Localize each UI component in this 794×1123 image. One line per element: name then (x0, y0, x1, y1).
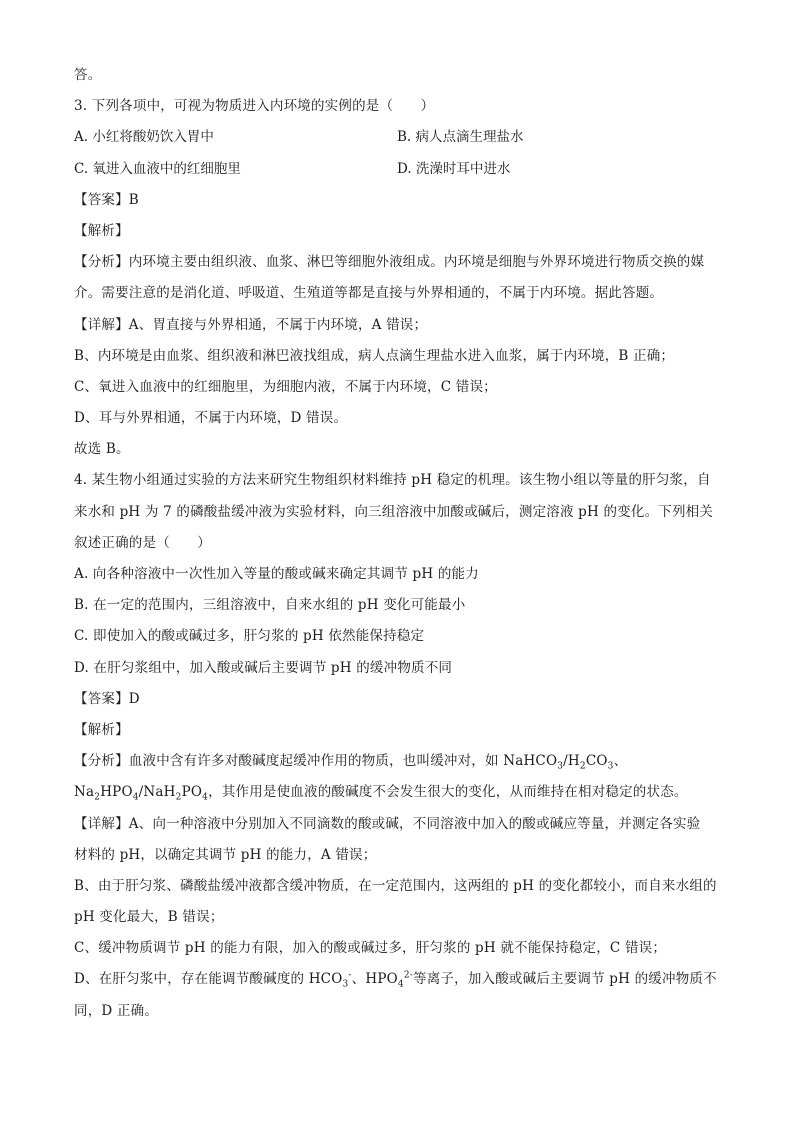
q4-fenxi-line-1 (74, 746, 724, 777)
q3-detail-line-4: D、耳与外界相通，不属于内环境，D 错误。 (74, 410, 348, 427)
q3-fenxi-line-2: 介。需要注意的是消化道、呼吸道、生殖道等都是直接与外界相通的，不属于内环境。据此答题。 (74, 285, 664, 302)
q4-fenxi-text-2: /H (563, 753, 580, 770)
q4-detail-line-4: pH 变化最大，B 错误； (74, 909, 224, 926)
q4-option-a: A. 向各种溶液中一次性加入等量的酸或碱来确定其调节 pH 的能力 (74, 566, 479, 582)
q3-detail-line-3: C、氧进入血液中的红细胞里，为细胞内液，不属于内环境，C 错误； (74, 378, 497, 395)
q4-fenxi-text-6: HPO (100, 784, 133, 801)
q3-detail-line-2: B、内环境是由血浆、组织液和淋巴液找组成，病人点滴生理盐水进入血浆，属于内环境，B 正确； (74, 347, 675, 364)
q4-option-c: C. 即使加入的酸或碱过多，肝匀浆的 pH 依然能保持稳定 (74, 628, 425, 645)
q4-fenxi-text-9: ，其作用是使血液的酸碱度不会发生很大的变化，从而维持在相对稳定的状态。 (208, 784, 688, 801)
q4-detail-line-3: B、由于肝匀浆、磷酸盐缓冲液都含缓冲物质，在一定范围内，这两组的 pH 的变化都较小，而自来水组的 (74, 877, 717, 894)
subscript: 4 (132, 793, 139, 803)
q3-conclusion: 故选 B。 (74, 441, 130, 458)
q3-analysis-head: 【解析】 (74, 222, 129, 239)
q4-detail-line-1: 【详解】A、向一种溶液中分别加入不同滴数的酸或碱，不同溶液中加入的酸或碱应等量，并测定各实验 (74, 815, 701, 832)
q4-option-d: D. 在肝匀浆组中，加入酸或碱后主要调节 pH 的缓冲物质不同 (74, 659, 453, 676)
q4-fenxi-text-1: 【分析】血液中含有许多对酸碱度起缓冲作用的物质，也叫缓冲对，如 NaHCO (74, 753, 558, 770)
superscript: 2- (403, 970, 414, 981)
q4-fenxi-text-3: CO (585, 753, 608, 770)
q4-stem-line-2: 来水和 pH 为 7 的磷酸盐缓冲液为实验材料，向三组溶液中加酸或碱后，测定溶液 pH 的变化。下列相关 (74, 503, 714, 520)
subscript: 3 (557, 761, 564, 772)
q4-detail-text-1: D、在肝匀浆中，存在能调节酸碱度的 HCO (74, 971, 343, 988)
q4-detail-line-5: C、缓冲物质调节 pH 的能力有限，加入的酸或碱过多，肝匀浆的 pH 就不能保持稳定，C 错误； (74, 940, 667, 957)
subscript: 4 (202, 793, 209, 803)
q4-detail-text-3: 等离子，加入酸或碱后主要调节 pH 的缓冲物质不 (413, 971, 717, 988)
q4-detail-text-2: 、HPO (351, 971, 398, 988)
document-page (74, 60, 724, 1027)
q3-options-row-2 (74, 154, 724, 185)
q3-option-d: D. 洗澡时耳中进水 (397, 160, 511, 177)
q4-fenxi-text-5: Na (74, 784, 95, 801)
q4-option-b: B. 在一定的范围内，三组溶液中，自来水组的 pH 变化可能最小 (74, 597, 466, 614)
subscript: 2 (94, 793, 101, 803)
subscript: 2 (579, 761, 586, 772)
q3-fenxi-line-1: 【分析】内环境主要由组织液、血浆、淋巴等细胞外液组成。内环境是细胞与外界环境进行物质交换的媒 (74, 254, 705, 271)
q4-detail-line-6 (74, 964, 724, 995)
q4-fenxi-line-2 (74, 777, 724, 808)
q4-stem-line-1: 4. 某生物小组通过实验的方法来研究生物组织材料维持 pH 稳定的机理。该生物小组以等量的肝匀浆，自 (74, 472, 711, 489)
q4-stem-line-3: 叙述正确的是（ ） (74, 534, 211, 551)
superscript: - (348, 970, 352, 981)
q3-option-a: A. 小红将酸奶饮入胃中 (74, 129, 214, 146)
q4-analysis-head: 【解析】 (74, 721, 129, 738)
subscript: 4 (397, 980, 404, 991)
subscript: 3 (342, 980, 349, 991)
subscript: 3 (607, 761, 614, 772)
q3-stem: 3. 下列各项中，可视为物质进入内环境的实例的是（ ） (74, 98, 435, 115)
q4-detail-line-2: 材料的 pH，以确定其调节 pH 的能力，A 错误； (74, 846, 377, 863)
q4-detail-line-7: 同，D 正确。 (74, 1002, 159, 1019)
q4-answer: 【答案】D (74, 690, 140, 707)
q4-fenxi-text-7: /NaH (138, 784, 176, 801)
q4-fenxi-text-8: PO (181, 784, 203, 801)
q3-option-c: C. 氧进入血液中的红细胞里 (74, 160, 241, 177)
q4-fenxi-text-4: 、 (613, 753, 628, 770)
q3-option-b: B. 病人点滴生理盐水 (397, 129, 524, 146)
q3-options-row-1 (74, 122, 724, 153)
q3-detail-line-1: 【详解】A、胃直接与外界相通，不属于内环境，A 错误； (74, 316, 428, 333)
q3-answer: 【答案】B (74, 191, 139, 208)
top-line: 答。 (74, 67, 102, 83)
subscript: 2 (175, 793, 182, 803)
